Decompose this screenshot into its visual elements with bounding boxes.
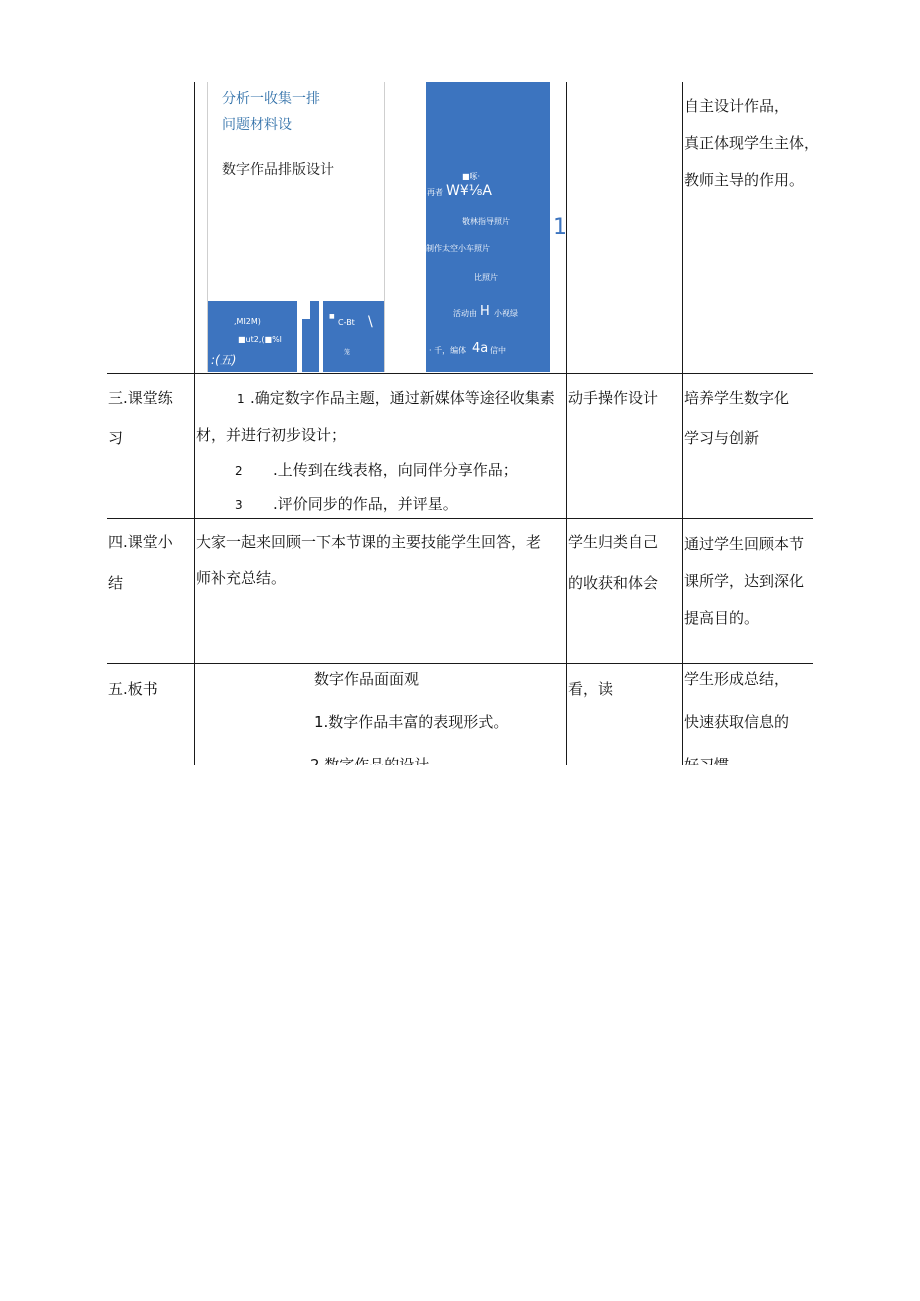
slide-number: 1 (553, 215, 567, 240)
bar-text-1: ,MI2M) (234, 317, 261, 326)
exercise-text: .上传到在线表格，向同伴分享作品； (273, 461, 518, 479)
purpose-line-2: 真正体现学生主体， (684, 134, 820, 152)
purpose-line: 学习与创新 (684, 429, 760, 447)
slide-line5-prefix: · 千，编体 (429, 346, 467, 355)
slide-line4-suffix: 小视绿 (494, 309, 518, 318)
purpose-line: 通过学生回顾本节 (684, 535, 805, 553)
exercise-text: .确定数字作品主题，通过新媒体等途径收集素 (250, 389, 555, 407)
flow-step-1: 分析一收集一排 (222, 91, 320, 107)
row-divider (107, 518, 813, 519)
student-activity: 的收获和体会 (568, 574, 659, 592)
bar-text-3: C-Bt (338, 318, 355, 327)
bar-label: :(五) (211, 353, 237, 367)
bar-text-6: 笼 (344, 349, 351, 356)
slide-top-tag: ■啄· (462, 172, 481, 181)
stage-label: 五.板书 (108, 680, 158, 698)
student-activity: 看，读 (568, 680, 614, 698)
slide-item-3: 比照片 (474, 273, 498, 282)
slide-screenshot (426, 82, 550, 372)
bar-text-4: \ (368, 314, 373, 330)
exercise-text: .评价同步的作品，并评星。 (273, 495, 458, 513)
board-item: 1.数字作品丰富的表现形式。 (314, 713, 509, 731)
page-crop-mask (0, 765, 920, 1301)
flow-title: 数字作品排版设计 (222, 162, 334, 178)
slide-item-2: 制作太空小车照片 (426, 244, 490, 253)
exercise-number: 1 (237, 392, 245, 406)
bar-divider (319, 301, 323, 372)
summary-text: 师补充总结。 (196, 569, 287, 587)
bar-text-5: ■ (329, 313, 335, 320)
board-title: 数字作品面面观 (314, 670, 420, 688)
slide-line4-big: H (480, 304, 490, 319)
exercise-text: 材，并进行初步设计； (196, 426, 347, 444)
summary-text: 大家一起来回顾一下本节课的主要技能学生回答，老 (196, 533, 542, 551)
flow-step-2: 问题材料设 (222, 117, 292, 133)
purpose-line: 学生形成总结， (684, 670, 790, 688)
slide-item-1: 敬林指导照片 (462, 217, 510, 226)
bar-text-2: ■ut2,(■%l (238, 335, 282, 344)
flowchart-screenshot (207, 82, 385, 372)
student-activity: 学生归类自己 (568, 533, 659, 551)
purpose-line-1: 自主设计作品， (684, 97, 790, 115)
purpose-line: 培养学生数字化 (684, 389, 790, 407)
slide-line5-suffix: 信中 (490, 346, 506, 355)
purpose-line: 提高目的。 (684, 609, 760, 627)
exercise-number: 2 (235, 464, 243, 478)
bar-divider (298, 301, 310, 319)
purpose-line: 快速获取信息的 (684, 713, 790, 731)
slide-line4-prefix: 活动由 (453, 309, 477, 318)
stage-label: 结 (108, 574, 124, 592)
row-divider (107, 663, 813, 664)
slide-header-prefix: 再者 (427, 188, 443, 197)
purpose-line-3: 教师主导的作用。 (684, 171, 805, 189)
exercise-number: 3 (235, 498, 243, 512)
purpose-line: 课所学，达到深化 (684, 572, 805, 590)
stage-label: 三.课堂练 (108, 389, 173, 407)
slide-line5-big: 4a (472, 341, 489, 356)
stage-label: 习 (108, 429, 124, 447)
row-divider (107, 373, 813, 374)
student-activity: 动手操作设计 (568, 389, 659, 407)
slide-header: W¥⅛A (446, 183, 492, 199)
stage-label: 四.课堂小 (108, 533, 173, 551)
